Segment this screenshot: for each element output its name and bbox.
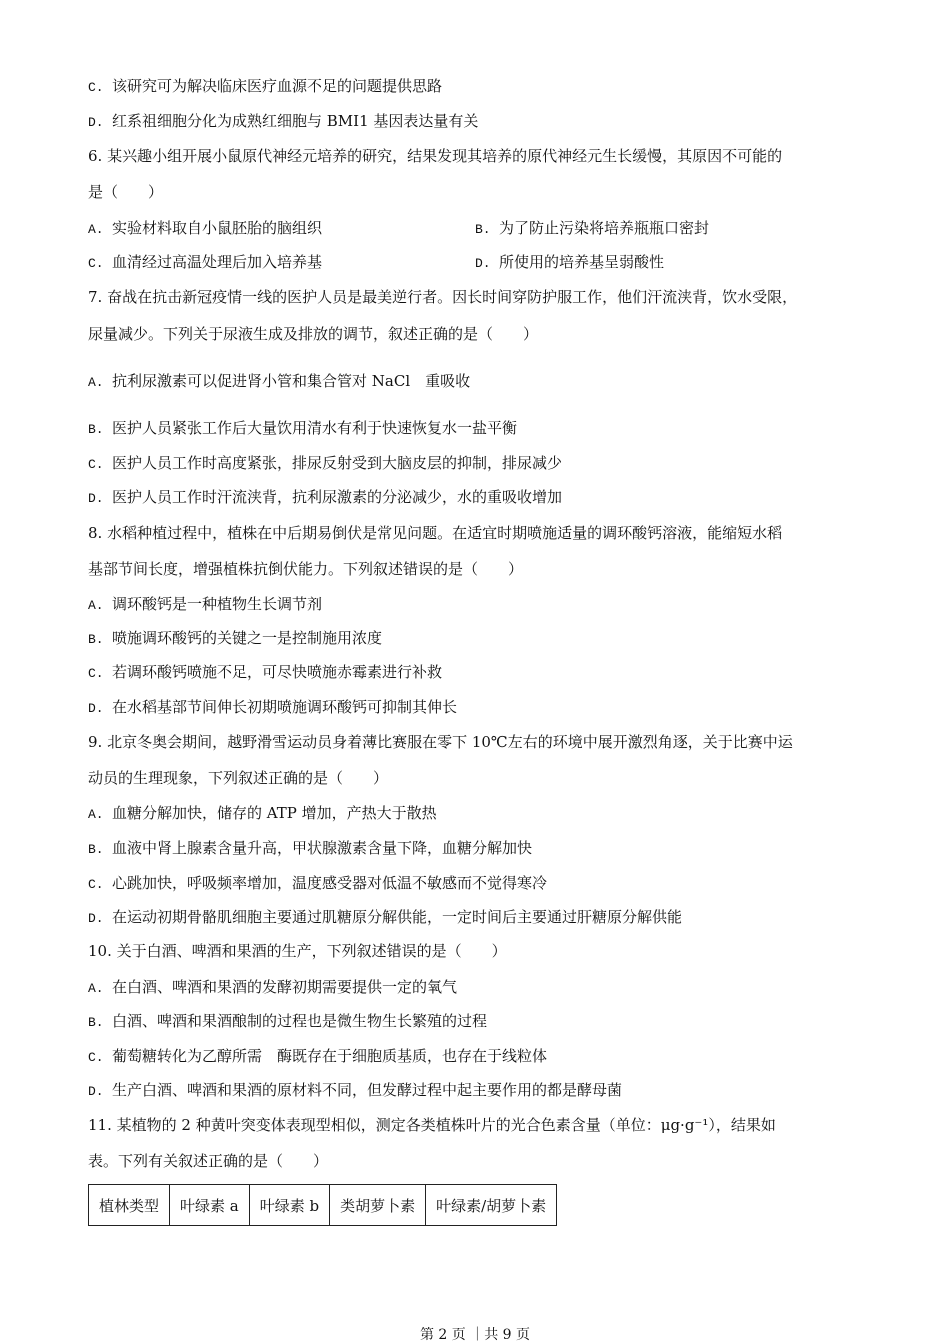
table-header-cell: 类胡萝卜素 xyxy=(330,1185,426,1226)
q5-option-c xyxy=(88,76,442,98)
option-text: 心跳加快，呼吸频率增加，温度感受器对低温不敏感而不觉得寒冷 xyxy=(112,874,548,892)
q7-option-a xyxy=(88,371,470,393)
option-text: 葡萄糖转化为乙醇所需 酶既存在于细胞质基质，也存在于线粒体 xyxy=(112,1047,548,1065)
q7-option-d xyxy=(88,487,562,509)
q8-option-a xyxy=(88,594,322,616)
option-label: A. xyxy=(88,981,104,996)
option-label: A. xyxy=(88,375,104,390)
q10-option-a xyxy=(88,977,457,999)
option-text: 白酒、啤酒和果酒酿制的过程也是微生物生长繁殖的过程 xyxy=(112,1012,488,1030)
q8-option-b xyxy=(88,628,382,650)
q10-stem: 10. 关于白酒、啤酒和果酒的生产，下列叙述错误的是（ ） xyxy=(88,942,507,960)
q9-option-d xyxy=(88,907,682,929)
option-text: 在白酒、啤酒和果酒的发酵初期需要提供一定的氧气 xyxy=(112,978,458,996)
q9-option-c xyxy=(88,873,547,895)
table-header-cell: 叶绿素/胡萝卜素 xyxy=(426,1185,557,1226)
q9-stem-line2: 动员的生理现象，下列叙述正确的是（ ） xyxy=(88,769,389,787)
option-label: A. xyxy=(88,222,104,237)
option-label: D. xyxy=(88,701,104,716)
option-text: 实验材料取自小鼠胚胎的脑组织 xyxy=(112,219,323,237)
option-label: D. xyxy=(88,491,104,506)
q7-option-b xyxy=(88,418,517,440)
option-label: C. xyxy=(88,457,104,472)
option-label: C. xyxy=(88,256,104,271)
q8-option-d xyxy=(88,697,457,719)
option-label: B. xyxy=(475,222,491,237)
option-label: C. xyxy=(88,666,104,681)
q11-stem-line2: 表。下列有关叙述正确的是（ ） xyxy=(88,1152,329,1170)
option-label: B. xyxy=(88,422,104,437)
option-label: C. xyxy=(88,1050,104,1065)
option-label: A. xyxy=(88,807,104,822)
option-text: 血清经过高温处理后加入培养基 xyxy=(112,253,323,271)
q9-stem-line1: 9. 北京冬奥会期间，越野滑雪运动员身着薄比赛服在零下 10℃左右的环境中展开激烈角逐，关于比赛中运 xyxy=(88,733,793,751)
q5-option-d xyxy=(88,111,478,133)
table-header-row xyxy=(89,1185,557,1226)
option-label: D. xyxy=(475,256,491,271)
option-text: 在运动初期骨骼肌细胞主要通过肌糖原分解供能，一定时间后主要通过肝糖原分解供能 xyxy=(112,908,683,926)
option-label: D. xyxy=(88,1084,104,1099)
pigment-table xyxy=(88,1184,557,1226)
option-text: 为了防止污染将培养瓶瓶口密封 xyxy=(499,219,710,237)
q7-stem-line1: 7. 奋战在抗击新冠疫情一线的医护人员是最美逆行者。因长时间穿防护服工作，他们汗流浃背，饮水受限， xyxy=(88,288,798,306)
q8-option-c xyxy=(88,662,442,684)
option-label: B. xyxy=(88,842,104,857)
q6-option-a xyxy=(88,218,322,240)
option-label: C. xyxy=(88,80,104,95)
option-label: C. xyxy=(88,877,104,892)
option-text: 所使用的培养基呈弱酸性 xyxy=(499,253,665,271)
q6-stem-line2: 是（ ） xyxy=(88,183,164,201)
q6-stem-line1: 6. 某兴趣小组开展小鼠原代神经元培养的研究，结果发现其培养的原代神经元生长缓慢，其原因不可能的 xyxy=(88,147,783,165)
table-header-cell: 植林类型 xyxy=(89,1185,170,1226)
q11-stem-line1: 11. 某植物的 2 种黄叶突变体表现型相似，测定各类植株叶片的光合色素含量（单位：μg·g⁻¹），结果如 xyxy=(88,1116,776,1134)
option-text: 喷施调环酸钙的关键之一是控制施用浓度 xyxy=(112,629,383,647)
option-label: A. xyxy=(88,598,104,613)
option-label: D. xyxy=(88,115,104,130)
table-header-cell: 叶绿素 b xyxy=(249,1185,329,1226)
q6-option-d xyxy=(475,252,664,274)
q7-stem-line2: 尿量减少。下列关于尿液生成及排放的调节，叙述正确的是（ ） xyxy=(88,325,539,343)
option-label: D. xyxy=(88,911,104,926)
option-text: 若调环酸钙喷施不足，可尽快喷施赤霉素进行补救 xyxy=(112,663,443,681)
q8-stem-line2: 基部节间长度，增强植株抗倒伏能力。下列叙述错误的是（ ） xyxy=(88,560,524,578)
option-text: 调环酸钙是一种植物生长调节剂 xyxy=(112,595,323,613)
q10-option-d xyxy=(88,1080,622,1102)
table-header-cell: 叶绿素 a xyxy=(170,1185,250,1226)
option-text: 血糖分解加快，储存的 ATP 增加，产热大于散热 xyxy=(112,804,437,822)
q8-stem-line1: 8. 水稻种植过程中，植株在中后期易倒伏是常见问题。在适宜时期喷施适量的调环酸钙溶液，能缩短水稻 xyxy=(88,524,783,542)
option-text: 生产白酒、啤酒和果酒的原材料不同，但发酵过程中起主要作用的都是酵母菌 xyxy=(112,1081,623,1099)
option-text: 抗利尿激素可以促进肾小管和集合管对 NaCl 重吸收 xyxy=(112,372,471,390)
q6-option-b xyxy=(475,218,709,240)
option-text: 医护人员工作时高度紧张，排尿反射受到大脑皮层的抑制，排尿减少 xyxy=(112,454,563,472)
q10-option-b xyxy=(88,1011,487,1033)
page-footer: 第 2 页 ｜共 9 页 xyxy=(419,1327,531,1343)
q9-option-a xyxy=(88,803,437,825)
q9-option-b xyxy=(88,838,532,860)
option-text: 红系祖细胞分化为成熟红细胞与 BMI1 基因表达量有关 xyxy=(112,112,479,130)
option-text: 在水稻基部节间伸长初期喷施调环酸钙可抑制其伸长 xyxy=(112,698,458,716)
option-text: 医护人员紧张工作后大量饮用清水有利于快速恢复水一盐平衡 xyxy=(112,419,518,437)
option-label: B. xyxy=(88,632,104,647)
option-label: B. xyxy=(88,1015,104,1030)
option-text: 血液中肾上腺素含量升高，甲状腺激素含量下降，血糖分解加快 xyxy=(112,839,533,857)
option-text: 该研究可为解决临床医疗血源不足的问题提供思路 xyxy=(112,77,443,95)
q7-option-c xyxy=(88,453,562,475)
option-text: 医护人员工作时汗流浃背，抗利尿激素的分泌减少，水的重吸收增加 xyxy=(112,488,563,506)
q10-option-c xyxy=(88,1046,547,1068)
q6-option-c xyxy=(88,252,322,274)
